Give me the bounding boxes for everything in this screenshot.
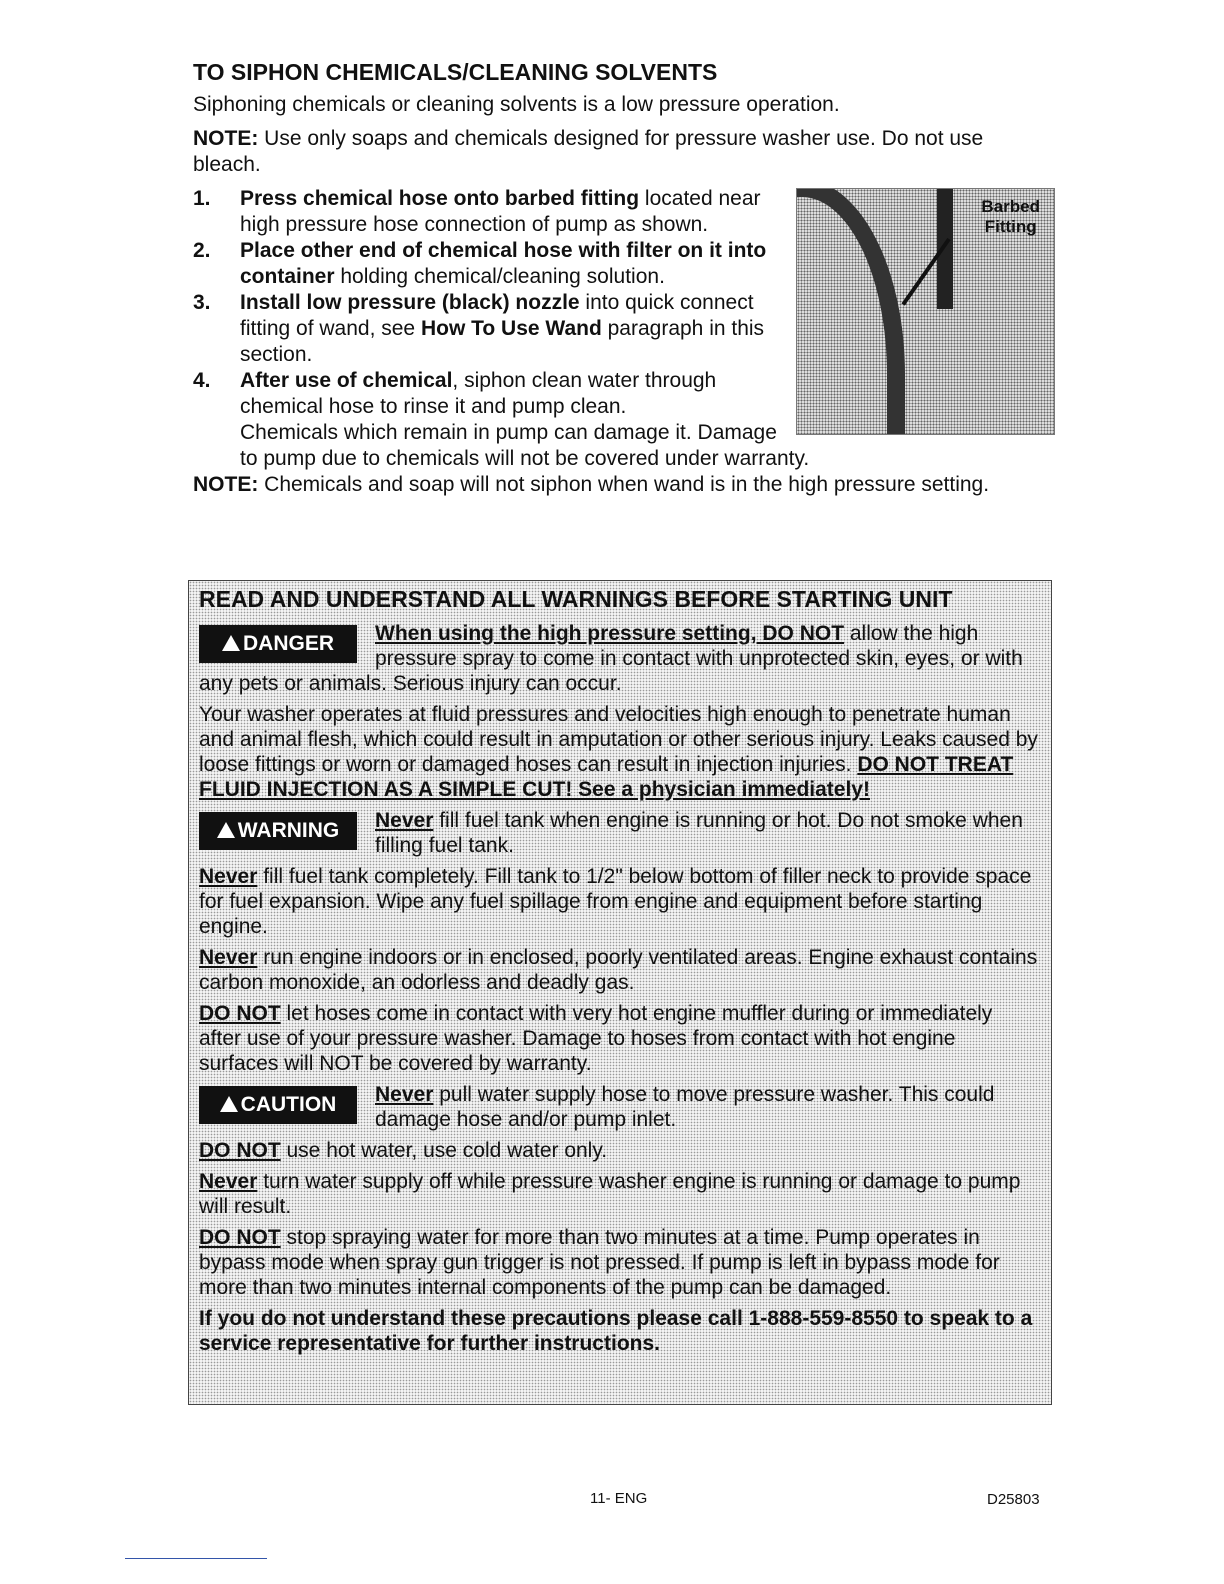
step-number: 4. xyxy=(193,369,211,392)
warning-triangle-icon xyxy=(220,1096,238,1112)
item-text: fill fuel tank when engine is running or hot. Do not smoke when filling fuel tank. xyxy=(375,809,1023,857)
danger-emphasis: DO NOT TREAT FLUID INJECTION AS A SIMPLE CUT! See a physician immediately! xyxy=(199,753,1014,801)
item-lead: Never xyxy=(199,865,258,888)
step-lead: Place other end of chemical hose with filter on it into container xyxy=(240,239,767,288)
warning-triangle-icon xyxy=(217,822,235,838)
danger-text: allow the high pressure spray to come in contact with unprotected skin, eyes, or with any pets or animals. Serious injury can occur. xyxy=(199,622,1023,695)
caution-item xyxy=(199,1225,1039,1300)
closing-text: If you do not understand these precautions please call 1-888-559-8550 to speak to a service representative for further instructions. xyxy=(199,1307,1033,1355)
item-lead: Never xyxy=(199,946,258,969)
tag-label: CAUTION xyxy=(240,1093,337,1116)
step-text: , siphon clean water through chemical hose to rinse it and pump clean. xyxy=(240,369,717,418)
step-lead: Press chemical hose onto barbed fitting xyxy=(240,187,640,210)
danger-tag xyxy=(199,625,357,663)
warning-item xyxy=(199,945,1039,995)
item-lead: Never xyxy=(375,809,434,832)
step-reference: How To Use Wand xyxy=(420,317,602,340)
figure-label-line: Barbed xyxy=(981,197,1040,216)
item-text: use hot water, use cold water only. xyxy=(280,1139,608,1162)
warnings-heading: READ AND UNDERSTAND ALL WARNINGS BEFORE STARTING UNIT xyxy=(199,586,953,612)
tag-label: DANGER xyxy=(242,632,334,655)
note-2 xyxy=(193,472,1049,498)
danger-text: Your washer operates at fluid pressures and velocities high enough to penetrate human and animal flesh, which could result in amputation or other serious injury. Leaks caused by loose fittings or worn or damaged hoses can result in injection injuries. xyxy=(199,703,1038,776)
danger-lead: When using the high pressure setting, DO NOT xyxy=(375,622,845,645)
step-lead: After use of chemical xyxy=(240,369,453,392)
item-text: let hoses come in contact with very hot engine muffler during or immediately after use of your pressure washer. Damage to hoses from contact with hot engine surfaces will NOT be covered by warranty. xyxy=(199,1002,993,1075)
note-1 xyxy=(193,126,1049,178)
intro-text: Siphoning chemicals or cleaning solvents is a low pressure operation. xyxy=(193,93,840,116)
figure-label-line: Fitting xyxy=(984,217,1037,236)
step-number: 1. xyxy=(193,187,211,210)
tag-label: WARNING xyxy=(237,819,340,842)
divider xyxy=(125,1558,267,1559)
item-lead: DO NOT xyxy=(199,1226,281,1249)
warning-tag xyxy=(199,812,357,850)
item-text: fill fuel tank completely. Fill tank to 1/2" below bottom of filler neck to provide space for fuel expansion. Wipe any fuel spillage from engine and equipment before starting engine. xyxy=(199,865,1032,938)
warning-triangle-icon xyxy=(222,635,240,651)
item-lead: DO NOT xyxy=(199,1139,281,1162)
step-text: holding chemical/cleaning solution. xyxy=(334,265,665,288)
item-text: pull water supply hose to move pressure washer. This could damage hose and/or pump inlet. xyxy=(375,1083,995,1131)
section-title: TO SIPHON CHEMICALS/CLEANING SOLVENTS xyxy=(193,59,718,85)
step-item xyxy=(193,368,1049,420)
step-lead: Install low pressure (black) nozzle xyxy=(240,291,580,314)
danger-paragraph-2 xyxy=(199,702,1039,802)
step-number: 2. xyxy=(193,239,211,262)
closing-statement xyxy=(199,1306,1039,1356)
item-lead: Never xyxy=(199,1170,258,1193)
note-text: Use only soaps and chemicals designed for pressure washer use. Do not use bleach. xyxy=(193,127,984,176)
danger-paragraph xyxy=(199,621,1039,696)
document-code: D25803 xyxy=(987,1491,1040,1508)
siphon-section xyxy=(193,58,1049,506)
item-lead: DO NOT xyxy=(199,1002,281,1025)
note-label: NOTE: xyxy=(193,473,259,496)
note-label: NOTE: xyxy=(193,127,259,150)
caution-paragraph xyxy=(199,1082,1039,1132)
step-text: paragraph in this section. xyxy=(240,317,765,366)
caution-tag xyxy=(199,1086,357,1124)
warning-paragraph xyxy=(199,808,1039,858)
step-text: located near high pressure hose connection of pump as shown. xyxy=(240,187,761,236)
warnings-box xyxy=(188,580,1052,1405)
warning-item xyxy=(199,864,1039,939)
step-item xyxy=(193,290,1049,368)
caution-item xyxy=(199,1169,1039,1219)
step-number: 3. xyxy=(193,291,211,314)
item-lead: Never xyxy=(375,1083,434,1106)
note-text: Chemicals and soap will not siphon when wand is in the high pressure setting. xyxy=(258,473,990,496)
page-number: 11- ENG xyxy=(590,1490,648,1507)
step-item xyxy=(193,238,1049,290)
step-item xyxy=(193,186,1049,238)
steps-list xyxy=(193,186,1049,420)
step-text: into quick connect fitting of wand, see xyxy=(240,291,754,340)
warning-item xyxy=(199,1001,1039,1076)
item-text: turn water supply off while pressure washer engine is running or damage to pump will result. xyxy=(199,1170,1021,1218)
step4-extra: Chemicals which remain in pump can damage it. Damage to pump due to chemicals will not be covered under warranty. xyxy=(240,421,810,470)
item-text: stop spraying water for more than two minutes at a time. Pump operates in bypass mode when spray gun trigger is not pressed. If pump is left in bypass mode for more than two minutes internal components of the pump can be damaged. xyxy=(199,1226,1000,1299)
item-text: run engine indoors or in enclosed, poorly ventilated areas. Engine exhaust contains carbon monoxide, an odorless and deadly gas. xyxy=(199,946,1038,994)
caution-item xyxy=(199,1138,1039,1163)
